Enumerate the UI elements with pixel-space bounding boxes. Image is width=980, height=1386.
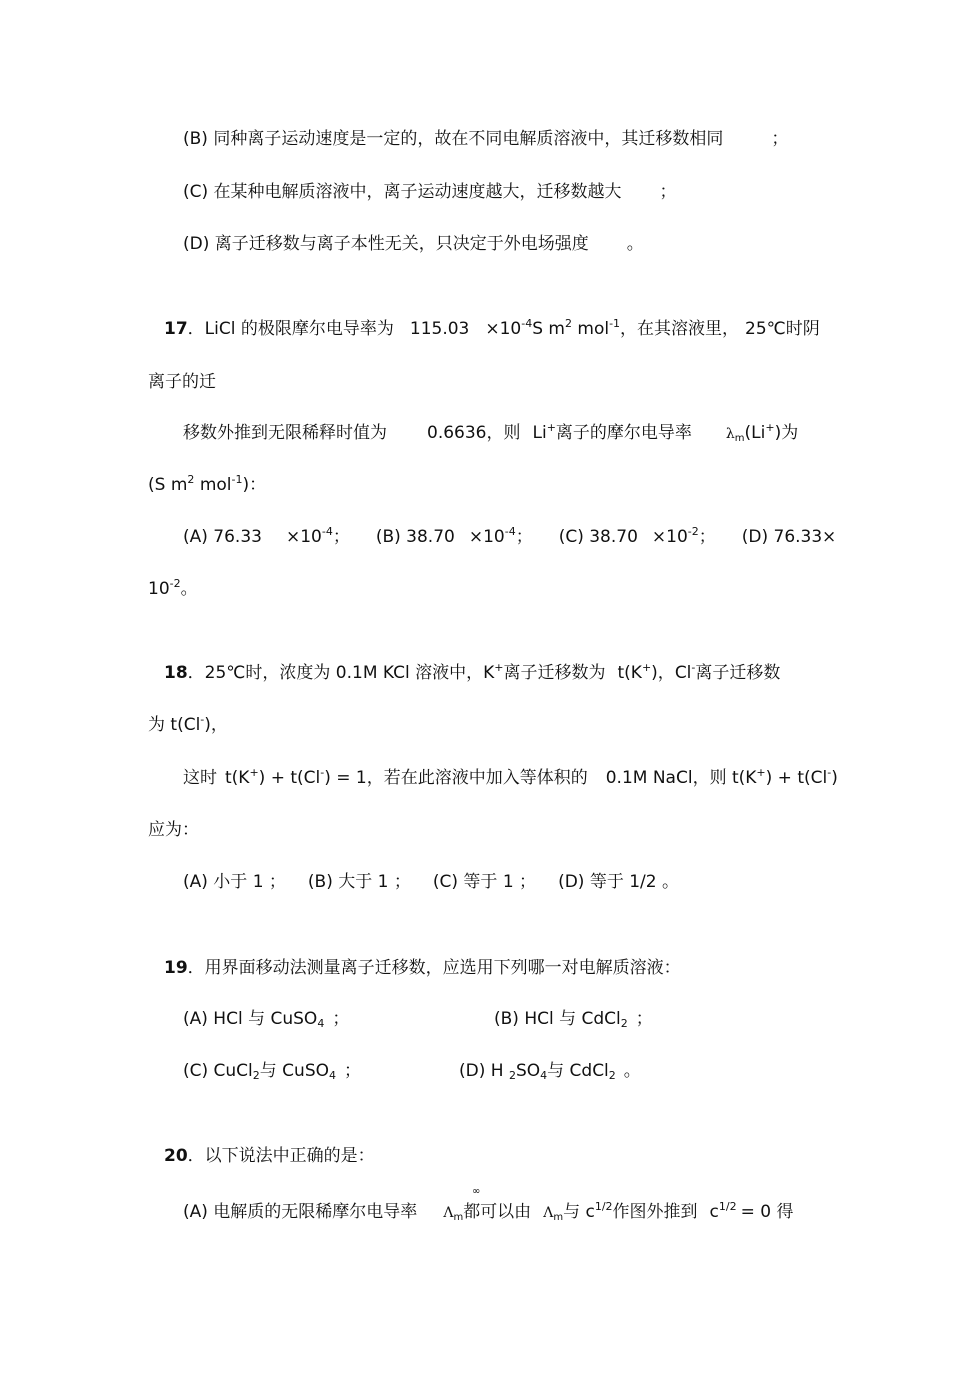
lambda-symbol: λ — [725, 426, 735, 442]
q17-option-d-cont: $10^{-2}$。 — [148, 577, 198, 599]
q20-option-a: (A) 电解质的无限稀摩尔电导率 $\Lambda_m$都可以由 $\Lambda_m$与 $c^{1/2}$作图外推到 $c^{1/2} = 0$ 得 — [183, 1200, 794, 1223]
q19-option-c: (C) CuCl$_2$与 CuSO$_4$ ； — [183, 1061, 362, 1082]
q18-stem-line4: 应为： — [148, 820, 199, 840]
q17-option-c: (C) $38.70 \times 10^{-2}$； — [558, 525, 716, 547]
infinity-symbol: ∞ — [472, 1186, 481, 1197]
q18-option-d: (D) 等于 1/2 。 — [558, 872, 679, 892]
q18-number: 18 — [164, 663, 188, 683]
q17-option-a: (A) $76.33 \times 10^{-4}$； — [183, 525, 350, 547]
q17-option-b: (B) $38.70 \times 10^{-4}$； — [375, 525, 533, 547]
q17-number: 17 — [164, 319, 188, 339]
q16-option-b: (B) 同种离子运动速度是一定的，故在不同电解质溶液中，其迁移数相同 ； — [183, 129, 789, 149]
q17-option-d-times: × — [822, 527, 837, 547]
q18-option-a: (A) 小于 1 ； — [183, 872, 286, 892]
q18-stem-line1: 18．25℃时，浓度为 0.1M KCl 溶液中，K+离子迁移数为 t(K+)，Cl-离子迁移数 — [164, 661, 781, 683]
q17-option-d: (D) 76.33 — [741, 527, 823, 547]
q19-option-a: (A) HCl 与 CuSO$_4$ ； — [183, 1009, 350, 1030]
q19-stem: 19．用界面移动法测量离子迁移数，应选用下列哪一对电解质溶液： — [164, 958, 681, 978]
q17-stem-line4: (S $m^2$ mol$^{-1}$)： — [148, 473, 267, 495]
q17-options — [183, 525, 822, 549]
q16-option-d: (D) 离子迁移数与离子本性无关，只决定于外电场强度 。 — [183, 234, 644, 254]
q18-options — [183, 870, 679, 894]
lambda-symbol: Λ — [443, 1205, 454, 1221]
q19-option-b: (B) HCl 与 CdCl$_2$ ； — [494, 1009, 653, 1030]
q16-option-c: (C) 在某种电解质溶液中，离子运动速度越大，迁移数越大 ； — [183, 182, 677, 202]
q19-number: 19 — [164, 958, 188, 978]
q18-option-c: (C) 等于 1 ； — [432, 872, 537, 892]
q19-option-d: (D) H $_2SO_4$与 CdCl$_2$ 。 — [459, 1061, 641, 1082]
q18-stem-line2: 为 t(Cl-)， — [148, 713, 228, 735]
q17-stem-line2: 离子的迁 — [148, 372, 216, 392]
q17-stem-line1: 17．LiCl 的极限摩尔电导率为 $115.03 \times 10^{-4}S$ $m^2$ mol$^{-1}$，在其溶液里， 25℃时阴 — [164, 317, 820, 339]
q20-number: 20 — [164, 1146, 188, 1166]
lambda-symbol: Λ — [543, 1205, 554, 1221]
q17-stem-line3: 移数外推到无限稀释时值为 0.6636，则 Li+离子的摩尔电导率 $\lambda_m(Li^+)$为 — [183, 421, 799, 444]
q20-stem: 20．以下说法中正确的是： — [164, 1146, 375, 1166]
q18-stem-line3: 这时 t(K+) + t(Cl-) = 1，若在此溶液中加入等体积的 0.1M NaCl，则 t(K+) + t(Cl-) — [183, 766, 838, 788]
q18-option-b: (B) 大于 1 ； — [307, 872, 411, 892]
